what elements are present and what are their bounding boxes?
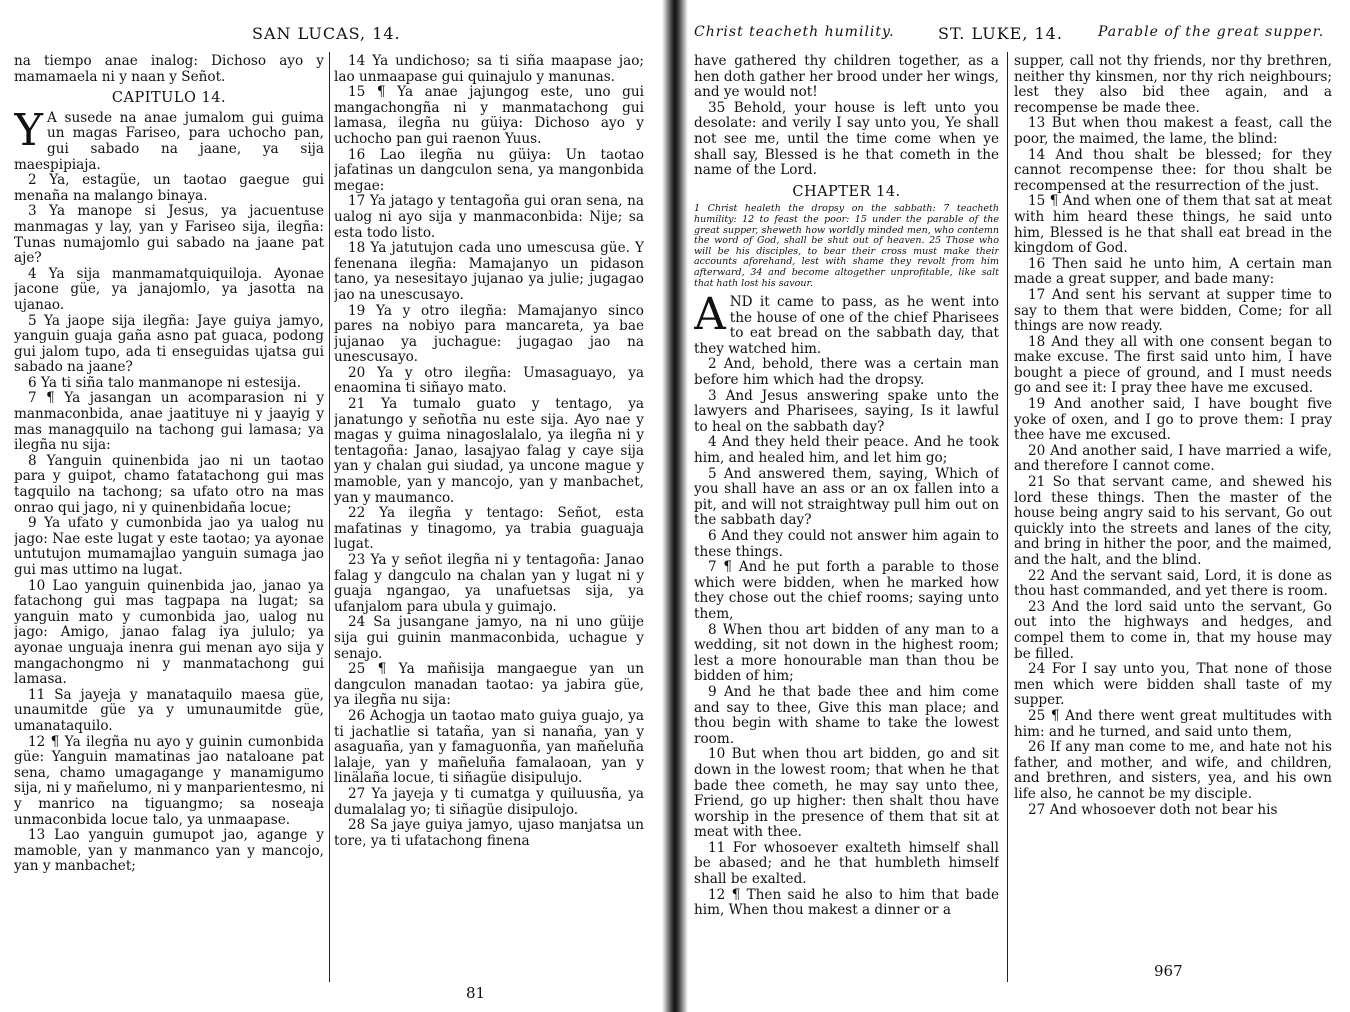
verse: 5 And answered them, saying, Which of you shall have an ass or an ox fallen into a pit, and will not straightway pull him out on the sabbath day? bbox=[694, 465, 999, 529]
book-gutter bbox=[662, 0, 688, 1012]
verse: 9 And he that bade thee and him come and say to thee, Give this man place; and thou begin with shame to take the lowest room. bbox=[694, 683, 999, 747]
continued-text: have gathered thy children together, as a hen doth gather her brood under her wings, and ye would not! bbox=[694, 54, 999, 101]
verse: 27 Ya jayeja y ti cumatga y quiluusña, ya dumalalag yo; ti siñagüe disipulojo. bbox=[334, 785, 644, 818]
text-column bbox=[1014, 54, 1332, 979]
verse: 19 And another said, I have bought five yoke of oxen, and I go to prove them: I pray thee have me excused. bbox=[1014, 396, 1332, 444]
verse: 4 Ya sija manmamatquiquiloja. Ayonae jacone güe, ya janajomlo, ya jasotta na ujanao. bbox=[14, 265, 324, 313]
verse: 13 But when thou makest a feast, call the poor, the maimed, the lame, the blind: bbox=[1014, 115, 1332, 147]
column-divider bbox=[329, 52, 330, 982]
verse: 18 And they all with one consent began to make excuse. The first said unto him, I have bought a piece of ground, and I must needs go and see it: I pray thee have me excused. bbox=[1014, 333, 1332, 397]
verse-text: A susede na anae jumalom gui guima un magas Fariseo, para uchocho pan, gui sabado na jaane, ya sija maespipiaja. bbox=[14, 109, 324, 173]
verse: 15 ¶ Ya anae jajungog este, uno gui mangachongña ni y manmatachong gui lamasa, ilegña nu güiya: Dichoso ayo y uchocho pan gui raenon Yuus. bbox=[334, 84, 644, 147]
running-head-right: Parable of the great supper. bbox=[1098, 24, 1325, 40]
right-page bbox=[690, 0, 1350, 1012]
verse: 8 When thou art bidden of any man to a wedding, sit not down in the highest room; lest a more honourable man than thou be bidden of him; bbox=[694, 621, 999, 685]
verse: 24 For I say unto you, That none of those men which were bidden shall taste of my supper. bbox=[1014, 661, 1332, 709]
text-column bbox=[14, 54, 324, 979]
verse: 12 ¶ Then said he also to him that bade him, When thou makest a dinner or a bbox=[694, 886, 999, 919]
verse: 27 And whosoever doth not bear his bbox=[1028, 801, 1278, 818]
verse: 17 And sent his servant at supper time to say to them that were bidden, Come; for all things are now ready. bbox=[1014, 286, 1332, 335]
verse: 9 Ya ufato y cumonbida jao ya ualog nu jago: Nae este lugat y este taotao; ya ayonae untutujon mumamajlao yanguin sumaga jao gui mas uttimo na lugat. bbox=[14, 515, 324, 578]
verse: 7 ¶ Ya jasangan un acomparasion ni y manmaconbida, anae jaatituye ni y jaayig y mas managquilo na tachong gui lamasa; ya ilegña nu sija: bbox=[14, 390, 324, 454]
verse: 16 Then said he unto him, A certain man made a great supper, and bade many: bbox=[1014, 255, 1332, 288]
verse: 24 Sa jusangane jamyo, na ni uno güije sija gui guinin manmaconbida, uchague y senajo. bbox=[334, 614, 644, 662]
running-head-left: Christ teacheth humility. bbox=[694, 24, 895, 40]
verse: 25 ¶ And there went great multitudes with him: and he turned, and said unto them, bbox=[1014, 707, 1332, 740]
verse: 10 But when thou art bidden, go and sit down in the lowest room; that when he that bade thee cometh, he may say unto thee, Friend, go up higher: then shalt thou have worship in the presence of them that sit at meat with thee. bbox=[694, 746, 999, 841]
verse: 4 And they held their peace. And he took him, and healed him, and let him go; bbox=[694, 434, 999, 467]
verse: 23 And the lord said unto the servant, Go out into the highways and hedges, and compel them to come in, that my house may be filled. bbox=[1014, 598, 1332, 662]
verse: 28 Sa jaye guiya jamyo, ujaso manjatsa un tore, ya ti ufatachong finena bbox=[334, 817, 644, 849]
verse: 20 Ya y otro ilegña: Umasaguayo, ya enaomina ti siñayo mato. bbox=[334, 364, 644, 397]
verse: 13 Lao yanguin gumupot jao, agange y mamoble, yan y manmanco yan y mancojo, yan y manbachet; bbox=[14, 827, 324, 875]
verse: 21 Ya tumalo guato y tentago, ya janatungo y señotña nu este sija. Ayo nae y magas y guima ninagoslalalo, ya ilegña ni y tentagoña: Janao, lasajyao falag y caye sija yan y chalan gui siudad, ya uncone mague y mamoble, yan y mancojo, yan y manbachet, yan y maumanco. bbox=[334, 396, 644, 506]
verse: 22 Ya ilegña y tentago: Señot, esta mafatinas y tinagomo, ya trabia guaguaja lugat. bbox=[334, 505, 644, 553]
verse: 12 ¶ Ya ilegña nu ayo y guinin cumonbida güe: Yanguin mamatinas jao nataloane pat sena, chamo umagagange y manamigumo sija, ni y mañelumo, ni y manparientesmo, ni y manrico na tiguangmo; sa noseaja unmaconbida locue talo, ya unmaapase. bbox=[14, 733, 324, 828]
verse: 25 ¶ Ya mañisija mangaegue yan un dangculon manadan taotao: ya jabira güe, ya ilegña nu sija: bbox=[334, 661, 644, 709]
verse: 17 Ya jatago y tentagoña gui oran sena, na ualog ni ayo sija y manmaconbida: Nije; sa esta todo listo. bbox=[334, 193, 644, 241]
verse: 16 Lao ilegña nu güiya: Un taotao jafatinas un dangculon sena, ya mangonbida megae: bbox=[334, 146, 644, 194]
chapter-summary: 1 Christ healeth the dropsy on the sabbath: 7 teacheth humility: 12 to feast the poor: 15 under the parable of the great supper, sheweth how worldly minded men, who contemn the word of God, shall be shut out of heaven. 25 Those who will be his disciples, to bear their cross must make their accounts aforehand, lest with shame they revolt from him afterward, 34 and become altogether unprofitable, like salt that hath lost his savour. bbox=[694, 203, 999, 289]
verse: 3 And Jesus answering spake unto the lawyers and Pharisees, saying, Is it lawful to heal on the sabbath day? bbox=[694, 387, 999, 435]
verse: 3 Ya manope si Jesus, ya jacuentuse manmagas y lay, yan y Fariseo sija, ilegña: Tunas numajomlo gui sabado na jaane pat aje? bbox=[14, 203, 324, 267]
verse: 10 Lao yanguin quinenbida jao, janao ya fatachong gui mas tagpapa na lugat; sa yanguin mato y cumonbida jao, ualog nu jago: Amigo, janao falag iya jululo; ya ayonae unguaja inenra gui menan ayo sija y mangachongmo ni y manmatachong gui lamasa. bbox=[14, 577, 324, 688]
verse: 19 Ya y otro ilegña: Mamajanyo sinco pares na nobiyo para mancareta, ya bae jujanao ya juchague: jugagao jao na unescusayo. bbox=[334, 302, 644, 366]
page-header: ST. LUKE, 14. bbox=[938, 24, 1063, 43]
page-number: 81 bbox=[466, 984, 486, 1002]
verse: 7 ¶ And he put forth a parable to those which were bidden, when he marked how they chose out the chief rooms; saying unto them, bbox=[694, 559, 999, 622]
continued-text: supper, call not thy friends, nor thy brethren, neither thy kinsmen, nor thy rich neighbours; lest they also bid thee again, and a recompense be made thee. bbox=[1014, 54, 1332, 116]
page-number: 967 bbox=[1154, 962, 1183, 980]
verse: 20 And another said, I have married a wife, and therefore I cannot come. bbox=[1014, 442, 1332, 475]
verse-text: ND it came to pass, as he went into the house of one of the chief Pharisees to eat bread on the sabbath day, that they watched him. bbox=[694, 294, 999, 357]
verse: 14 Ya undichoso; sa ti siña maapase jao; lao unmaapase gui quinajulo y manunas. bbox=[334, 54, 644, 85]
chapter-heading: CAPITULO 14. bbox=[111, 90, 227, 107]
verse: 26 Achogja un taotao mato guiya guajo, ya ti jachatlie si tataña, yan si nanaña, yan y asaguaña, yan y famaguonña, yan mañeluña lalaje, yan y mañeluña famalaoan, yan y linälaña locue, ti siñagüe disipulujo. bbox=[334, 707, 644, 787]
verse: 14 And thou shalt be blessed; for they cannot recompense thee: for thou shalt be recompensed at the resurrection of the just. bbox=[1014, 146, 1332, 194]
left-page bbox=[0, 0, 660, 1012]
verse: 26 If any man come to me, and hate not his father, and mother, and wife, and children, and brethren, and sisters, yea, and his own life also, he cannot be my disciple. bbox=[1014, 739, 1332, 802]
verse bbox=[694, 289, 999, 357]
verse: 18 Ya jatutujon cada uno umescusa güe. Y fenenana ilegña: Mamajanyo un pidason tano, ya nesesitayo jujanao ya julie; jugagao jao na unescusayo. bbox=[334, 240, 644, 303]
verse: 2 Ya, estagüe, un taotao gaegue gui menaña na malango binaya. bbox=[14, 172, 324, 204]
page-header: SAN LUCAS, 14. bbox=[252, 24, 401, 43]
drop-cap: Y bbox=[14, 104, 44, 156]
continued-text: na tiempo anae inalog: Dichoso ayo y mamamaela ni y naan y Señot. bbox=[14, 54, 324, 85]
verse: 15 ¶ And when one of them that sat at meat with him heard these things, he said unto him, Blessed is he that shall eat bread in the kingdom of God. bbox=[1014, 193, 1332, 257]
text-column bbox=[334, 54, 644, 979]
verse: 11 For whosoever exalteth himself shall be abased; and he that humbleth himself shall be exalted. bbox=[694, 839, 999, 888]
column-divider bbox=[1007, 52, 1008, 982]
text-column bbox=[694, 54, 999, 979]
verse: 6 Ya ti siña talo manmanope ni estesija. bbox=[28, 374, 302, 391]
chapter-heading: CHAPTER 14. bbox=[792, 183, 901, 200]
drop-cap: A bbox=[694, 289, 726, 341]
verse: 11 Sa jayeja y manataquilo maesa güe, unaumitde güe ya y umunaumitde güe, umanataquilo. bbox=[14, 686, 324, 734]
verse: 5 Ya jaope sija ilegña: Jaye guiya jamyo, yanguin guaja gaña asno pat guaca, podong gui jalom tupo, ada ti enseguidas ujatsa gui sabado na jaane? bbox=[14, 312, 324, 376]
verse: 23 Ya y señot ilegña ni y tentagoña: Janao falag y dangculo na chalan yan y lugat ni y guaja ngangao, ya unafuetsas sija, ya ufanjalom para ubula y guimajo. bbox=[334, 552, 644, 615]
verse: 2 And, behold, there was a certain man before him which had the dropsy. bbox=[694, 356, 999, 389]
verse: 8 Yanguin quinenbida jao ni un taotao para y guipot, chamo fatatachong gui mas tagquilo na tachong; sa ufato otro na mas onrao qui jago, ni y quinenbidaña locue; bbox=[14, 452, 324, 516]
verse bbox=[14, 104, 324, 173]
verse: 22 And the servant said, Lord, it is done as thou hast commanded, and yet there is room. bbox=[1014, 567, 1332, 600]
verse: 6 And they could not answer him again to these things. bbox=[694, 528, 999, 560]
verse: 35 Behold, your house is left unto you desolate: and verily I say unto you, Ye shall not see me, until the time come when ye shall say, Blessed is he that cometh in the name of the Lord. bbox=[694, 99, 999, 179]
verse: 21 So that servant came, and shewed his lord these things. Then the master of the house being angry said to his servant, Go out quickly into the streets and lanes of the city, and bring in hither the poor, and the maimed, and the halt, and the blind. bbox=[1014, 474, 1332, 568]
